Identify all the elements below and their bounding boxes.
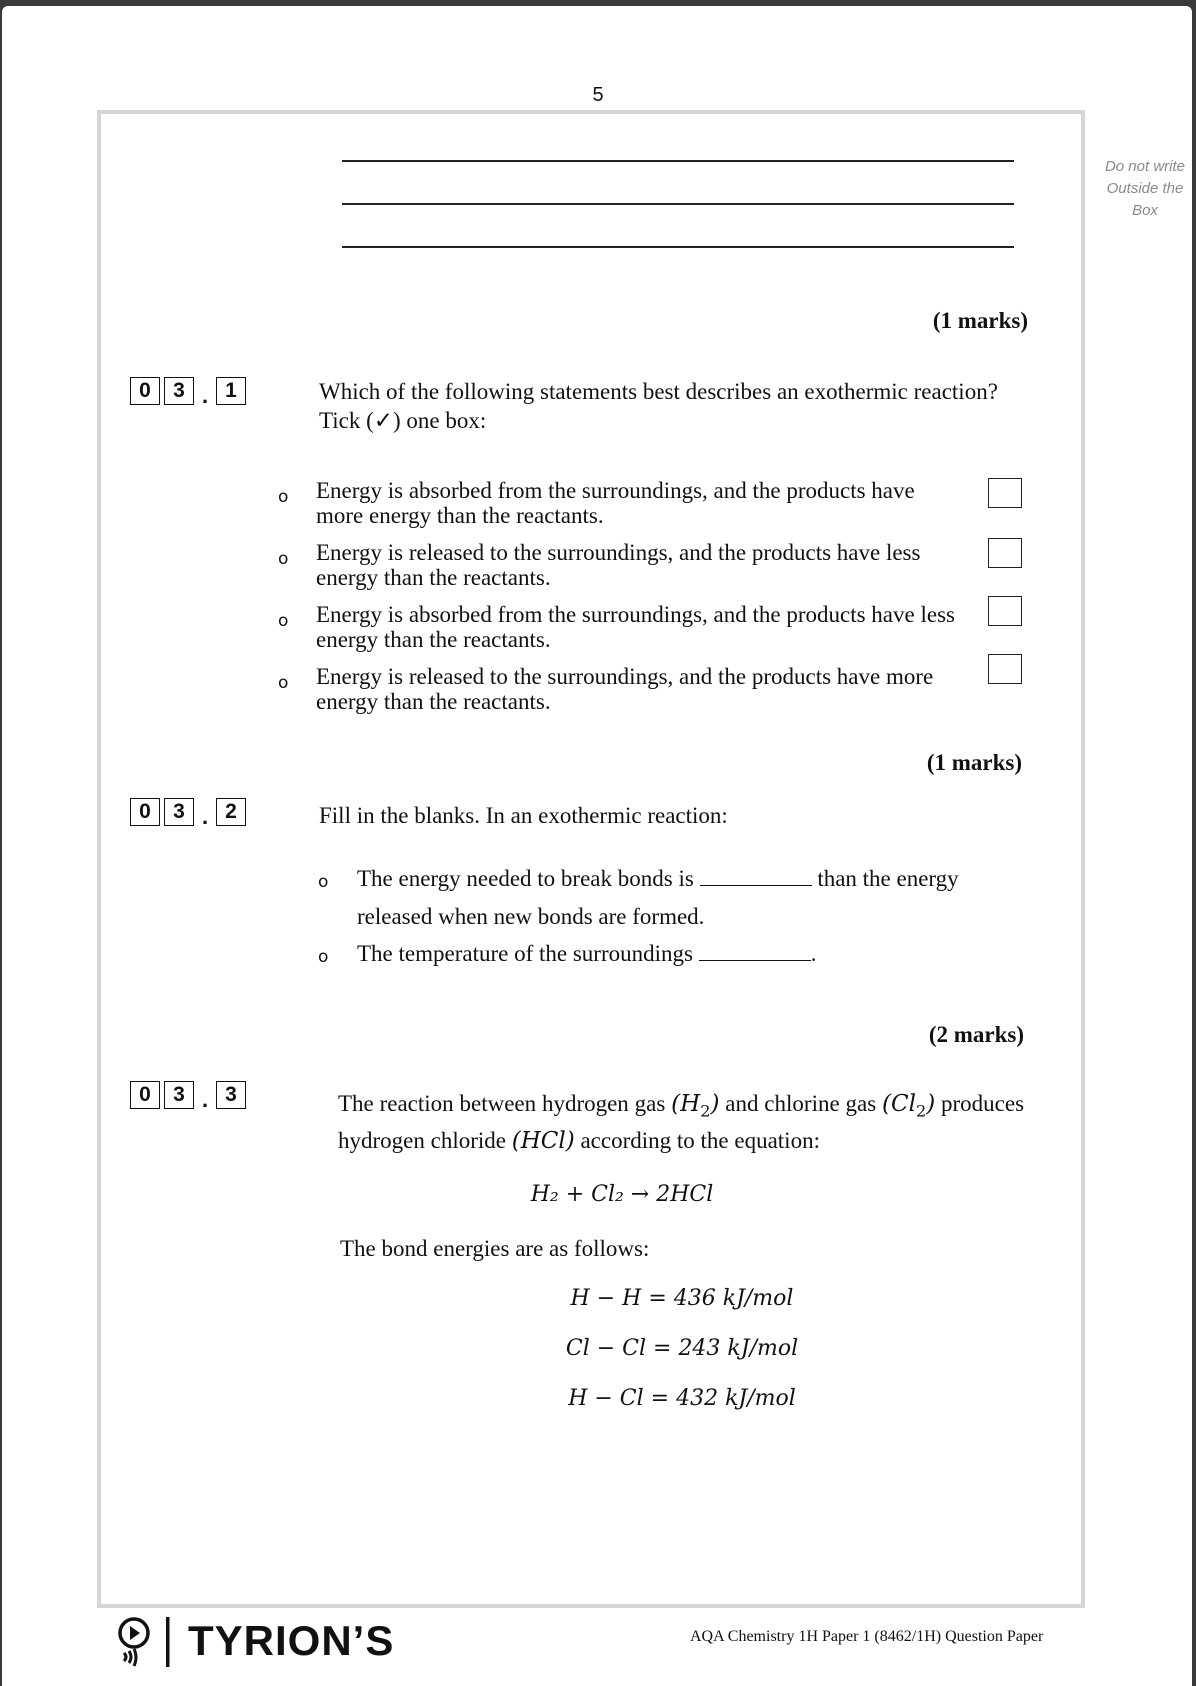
lightbulb-play-icon xyxy=(116,1611,178,1671)
question-dot: . xyxy=(202,1087,209,1112)
blank-field[interactable] xyxy=(699,938,811,961)
question-digit: 0 xyxy=(130,1081,160,1109)
bond-energy-intro: The bond energies are as follows: xyxy=(340,1236,650,1261)
tick-box[interactable] xyxy=(988,654,1022,684)
question-prompt: Fill in the blanks. In an exothermic reaction: xyxy=(319,803,728,828)
tick-box[interactable] xyxy=(988,478,1022,508)
question-prompt xyxy=(319,377,1039,435)
bullet-icon: o xyxy=(278,673,289,693)
question-text: produces hydrogen chloride xyxy=(338,1091,1025,1153)
answer-border-box xyxy=(97,110,1085,1608)
question-prompt-text: Which of the following statements best describes an exothermic reaction? xyxy=(319,379,998,404)
fill-blank-item xyxy=(357,860,959,936)
answer-line[interactable] xyxy=(342,203,1014,205)
fill-blank-item xyxy=(357,935,816,973)
bullet-icon: o xyxy=(318,947,329,967)
question-digit: 3 xyxy=(216,1081,246,1109)
question-text: and chlorine gas xyxy=(725,1091,877,1116)
bond-energy-clcl: Cl − Cl = 243 kJ/mol xyxy=(565,1336,799,1361)
marks-label: (1 marks) xyxy=(932,308,1028,333)
question-digit: 3 xyxy=(164,377,194,405)
bond-energy-hcl: H − Cl = 432 kJ/mol xyxy=(568,1386,796,1411)
fill-blank-text: The energy needed to break bonds is xyxy=(357,866,694,891)
option-text: Energy is absorbed from the surroundings, and the products have more energy than the reactants. xyxy=(316,478,915,528)
fill-blank-text: released when new bonds are formed. xyxy=(357,904,705,929)
bullet-icon: o xyxy=(318,872,329,892)
question-digit: 3 xyxy=(164,798,194,826)
fill-blank-text: . xyxy=(810,941,817,966)
question-digit: 1 xyxy=(216,377,246,405)
fill-blank-text: The temperature of the surroundings xyxy=(357,941,693,966)
bullet-icon: o xyxy=(278,487,289,507)
question-text: The reaction between hydrogen gas xyxy=(338,1091,666,1116)
tick-box[interactable] xyxy=(988,596,1022,626)
brand-name: TYRION’S xyxy=(188,1617,395,1664)
formula-hcl: (HCl) xyxy=(511,1127,575,1154)
answer-line[interactable] xyxy=(342,246,1014,248)
marks-label: (1 marks) xyxy=(926,750,1022,775)
question-prompt xyxy=(338,1089,1024,1156)
bullet-icon: o xyxy=(278,549,289,569)
option-text: Energy is absorbed from the surroundings, and the products have less energy than the reactants. xyxy=(316,602,955,652)
question-dot: . xyxy=(202,804,209,829)
option-text: Energy is released to the surroundings, and the products have less energy than the reactants. xyxy=(316,540,921,590)
paper-title: AQA Chemistry 1H Paper 1 (8462/1H) Question Paper xyxy=(690,1628,1044,1645)
question-digit: 2 xyxy=(216,798,246,826)
chemical-equation: H₂ + Cl₂ → 2HCl xyxy=(530,1182,714,1207)
bond-energy-hh: H − H = 436 kJ/mol xyxy=(570,1286,794,1311)
marks-label: (2 marks) xyxy=(928,1022,1024,1047)
question-dot: . xyxy=(202,383,209,408)
answer-line[interactable] xyxy=(342,160,1014,162)
tyrions-logo xyxy=(116,1611,395,1671)
margin-note: Do not write Outside the Box xyxy=(1104,158,1186,219)
question-digit: 0 xyxy=(130,798,160,826)
question-digit: 3 xyxy=(164,1081,194,1109)
option-text: Energy is released to the surroundings, and the products have more energy than the reactants. xyxy=(316,664,934,714)
exam-page xyxy=(2,6,1192,1686)
formula-h2: $(H_2)$ xyxy=(671,1091,720,1121)
blank-field[interactable] xyxy=(700,863,812,886)
question-digit: 0 xyxy=(130,377,160,405)
fill-blank-text: than the energy xyxy=(817,866,959,891)
tick-box[interactable] xyxy=(988,538,1022,568)
formula-cl2: $(Cl_2)$ xyxy=(882,1091,936,1121)
question-instruction: Tick (✓) one box: xyxy=(319,408,487,433)
question-text: according to the equation: xyxy=(580,1127,820,1153)
bullet-icon: o xyxy=(278,611,289,631)
page-number: 5 xyxy=(592,84,604,106)
